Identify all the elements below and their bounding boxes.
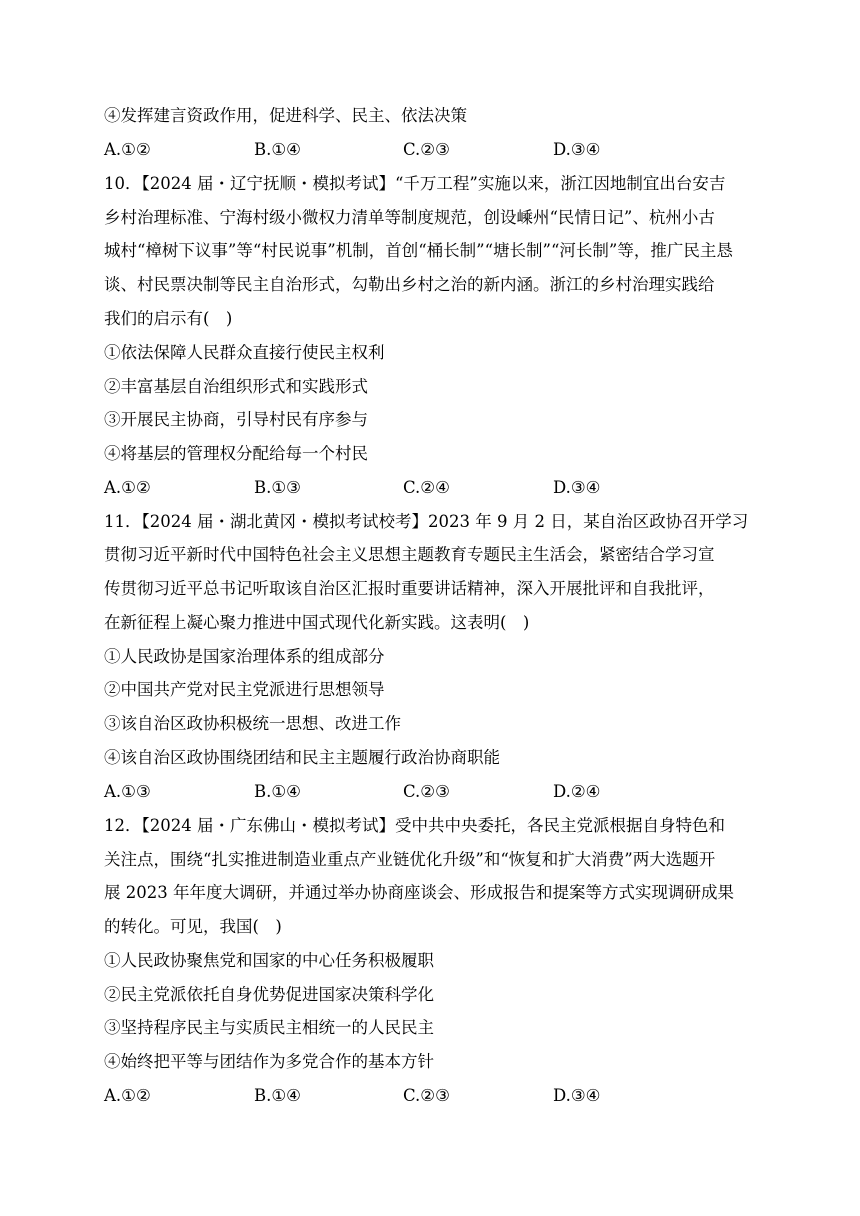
- question-stem-line: 在新征程上凝心聚力推进中国式现代化新实践。这表明( ): [104, 613, 530, 632]
- question-stem-line: 乡村治理标准、宁海村级小微权力清单等制度规范，创设嵊州“民情日记”、杭州小古: [104, 208, 715, 227]
- option-b: B.①④: [254, 140, 301, 159]
- choice-1: ①人民政协聚焦党和国家的中心任务积极履职: [104, 951, 434, 970]
- choice-3: ③开展民主协商，引导村民有序参与: [104, 410, 368, 429]
- option-c: C.②④: [403, 478, 450, 497]
- question-stem-line: 谈、村民票决制等民主自治形式，勾勒出乡村之治的新内涵。浙江的乡村治理实践给: [104, 275, 715, 294]
- question-stem-line: 城村“樟树下议事”等“村民说事”机制，首创“桶长制”“塘长制”“河长制”等，推广民主恳: [104, 241, 733, 260]
- question-stem-line: 10．【2024 届・辽宁抚顺・模拟考试】“千万工程”实施以来，浙江因地制宜出台安吉: [104, 174, 726, 193]
- answer-options: [104, 477, 764, 499]
- choice-1: ①依法保障人民群众直接行使民主权利: [104, 343, 385, 362]
- choice-3: ③坚持程序民主与实质民主相统一的人民民主: [104, 1018, 434, 1037]
- option-c: C.②③: [403, 1086, 450, 1105]
- option-a: A.①③: [104, 782, 151, 801]
- option-c: C.②③: [403, 140, 450, 159]
- option-a: A.①②: [104, 140, 151, 159]
- question-stem-line: 12．【2024 届・广东佛山・模拟考试】受中共中央委托，各民主党派根据自身特色和: [104, 816, 725, 835]
- choice-3: ③该自治区政协积极统一思想、改进工作: [104, 714, 401, 733]
- choice-2: ②民主党派依托自身优势促进国家决策科学化: [104, 985, 434, 1004]
- option-d: D.③④: [553, 140, 601, 159]
- option-d: D.③④: [553, 478, 601, 497]
- choice-4: ④始终把平等与团结作为多党合作的基本方针: [104, 1052, 434, 1071]
- answer-options: [104, 781, 764, 803]
- option-c: C.②③: [403, 782, 450, 801]
- prev-options: [104, 139, 764, 161]
- question-stem-line: 关注点，围绕“扎实推进制造业重点产业链优化升级”和“恢复和扩大消费”两大选题开: [104, 850, 716, 869]
- option-d: D.③④: [553, 1086, 601, 1105]
- option-a: A.①②: [104, 478, 151, 497]
- question-stem-line: 的转化。可见，我国( ): [104, 917, 282, 936]
- choice-4: ④该自治区政协围绕团结和民主主题履行政治协商职能: [104, 748, 500, 767]
- choice-2: ②丰富基层自治组织形式和实践形式: [104, 377, 368, 396]
- option-b: B.①④: [254, 782, 301, 801]
- option-d: D.②④: [553, 782, 601, 801]
- choice-2: ②中国共产党对民主党派进行思想领导: [104, 680, 385, 699]
- option-b: B.①④: [254, 1086, 301, 1105]
- choice-1: ①人民政协是国家治理体系的组成部分: [104, 647, 385, 666]
- question-stem-line: 贯彻习近平新时代中国特色社会主义思想主题教育专题民主生活会，紧密结合学习宣: [104, 545, 715, 564]
- option-a: A.①②: [104, 1086, 151, 1105]
- question-stem-line: 我们的启示有( ): [104, 309, 233, 328]
- prev-choice-4: ④发挥建言资政作用，促进科学、民主、依法决策: [104, 106, 467, 125]
- answer-options: [104, 1085, 764, 1107]
- question-stem-line: 11．【2024 届・湖北黄冈・模拟考试校考】2023 年 9 月 2 日，某自治区政协召开学习: [104, 512, 749, 531]
- question-stem-line: 展 2023 年年度大调研，并通过举办协商座谈会、形成报告和提案等方式实现调研成果: [104, 883, 734, 902]
- question-stem-line: 传贯彻习近平总书记听取该自治区汇报时重要讲话精神，深入开展批评和自我批评，: [104, 579, 715, 598]
- option-b: B.①③: [254, 478, 301, 497]
- choice-4: ④将基层的管理权分配给每一个村民: [104, 444, 368, 463]
